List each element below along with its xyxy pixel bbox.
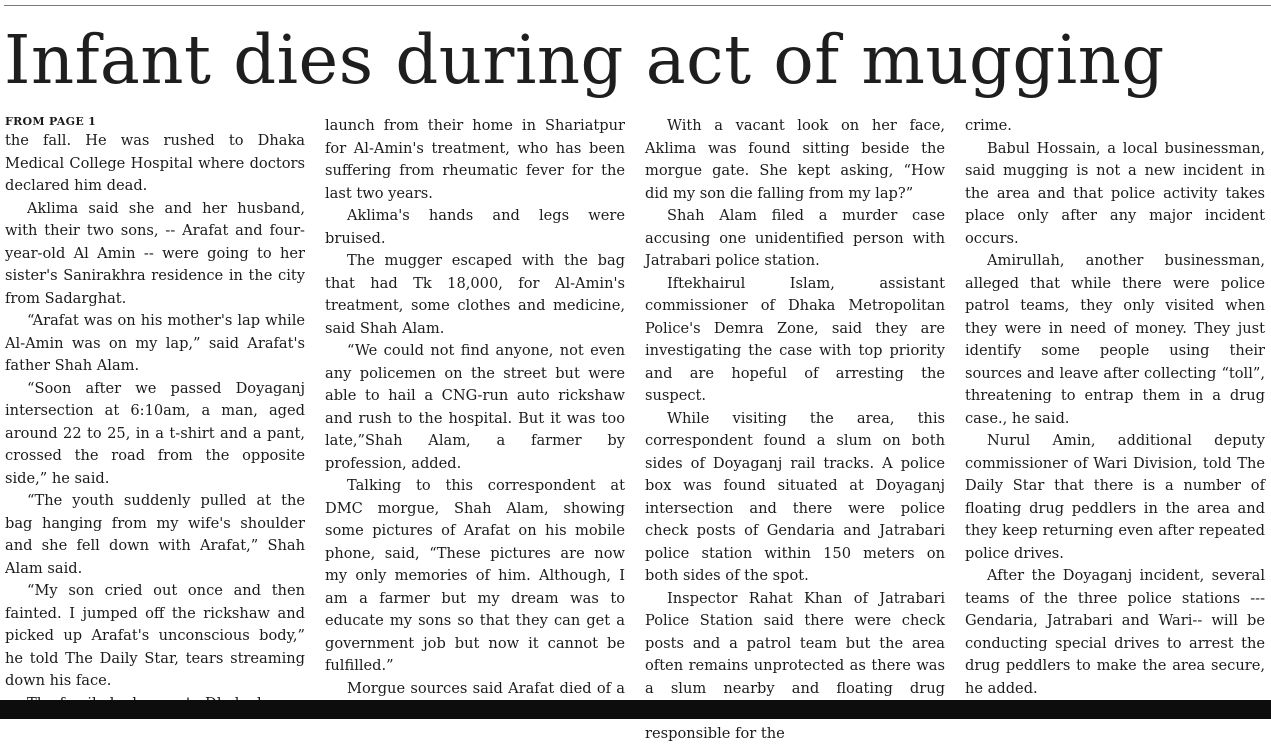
bottom-border: [0, 700, 1271, 719]
paragraph: Shah Alam filed a murder case accusing one unidentified person with Jatrabari police station.: [645, 205, 945, 273]
paragraph: Amirullah, another businessman, alleged that while there were police patrol teams, they only visited when they were in need of money. They just identify some people using their sources and leave after collecting “toll”, threatening to entrap them in a drug case., he said.: [965, 250, 1265, 430]
article-column-3: [645, 115, 945, 700]
paragraph: While visiting the area, this correspondent found a slum on both sides of Doyaganj rail tracks. A police box was found situated at Doyaganj intersection and there were police check posts of Gendaria and Jatrabari police station within 150 meters on both sides of the spot.: [645, 408, 945, 588]
paragraph: the fall. He was rushed to Dhaka Medical College Hospital where doctors declared him dead.: [5, 130, 305, 198]
paragraph: Aklima's hands and legs were bruised.: [325, 205, 625, 250]
paragraph: crime.: [965, 115, 1265, 138]
paragraph: Iftekhairul Islam, assistant commissioner of Dhaka Metropolitan Police's Demra Zone, said they are investigating the case with top priority and are hopeful of arresting the suspect.: [645, 273, 945, 408]
paragraph: After the Doyaganj incident, several teams of the three police stations --- Gendaria, Jatrabari and Wari-- will be conducting special drives to arrest the drug peddlers to make the area secure, he added.: [965, 565, 1265, 700]
paragraph: “We could not find anyone, not even any policemen on the street but were able to hail a CNG-run auto rickshaw and rush to the hospital. But it was too late,”Shah Alam, a farmer by profession, added.: [325, 340, 625, 475]
paragraph: “Soon after we passed Doyaganj intersection at 6:10am, a man, aged around 22 to 25, in a t-shirt and a pant, crossed the road from the opposite side,” he said.: [5, 378, 305, 491]
paragraph: launch from their home in Shariatpur for Al-Amin's treatment, who has been suffering from rheumatic fever for the last two years.: [325, 115, 625, 205]
paragraph: Babul Hossain, a local businessman, said mugging is not a new incident in the area and that police activity takes place only after any major incident occurs.: [965, 138, 1265, 251]
paragraph: Aklima said she and her husband, with their two sons, -- Arafat and four-year-old Al Amin -- were going to her sister's Sanirakhra residence in the city from Sadarghat.: [5, 198, 305, 311]
paragraph: Nurul Amin, additional deputy commissioner of Wari Division, told The Daily Star that there is a number of floating drug peddlers in the area and they keep returning even after repeated police drives.: [965, 430, 1265, 565]
paragraph: “The youth suddenly pulled at the bag hanging from my wife's shoulder and she fell down with Arafat,” Shah Alam said.: [5, 490, 305, 580]
headline: Infant dies during act of mugging: [4, 14, 1165, 106]
paragraph: Talking to this correspondent at DMC morgue, Shah Alam, showing some pictures of Arafat on his mobile phone, said, “These pictures are now my only memories of him. Although, I am a farmer but my dream was to educate my sons so that they can get a government job but now it cannot be fulfilled.”: [325, 475, 625, 678]
top-rule: [4, 5, 1271, 6]
paragraph: Morgue sources said Arafat died of a: [325, 678, 625, 723]
article-column-2: [325, 115, 625, 700]
article-column-4: [965, 115, 1265, 700]
article-column-1: [5, 115, 305, 700]
paragraph: With a vacant look on her face, Aklima was found sitting beside the morgue gate. She kept asking, “How did my son die falling from my lap?”: [645, 115, 945, 205]
paragraph: “My son cried out once and then fainted. I jumped off the rickshaw and picked up Arafat's unconscious body,” he told The Daily Star, tears streaming down his face.: [5, 580, 305, 693]
jump-kicker: FROM PAGE 1: [5, 115, 305, 129]
paragraph: “Arafat was on his mother's lap while Al-Amin was on my lap,” said Arafat's father Shah Alam.: [5, 310, 305, 378]
paragraph: The mugger escaped with the bag that had Tk 18,000, for Al-Amin's treatment, some clothes and medicine, said Shah Alam.: [325, 250, 625, 340]
paragraph: Inspector Rahat Khan of Jatrabari Police Station said there were check posts and a patrol team but the area often remains unprotected as there was a slum nearby and floating drug responsible for the: [645, 588, 945, 745]
